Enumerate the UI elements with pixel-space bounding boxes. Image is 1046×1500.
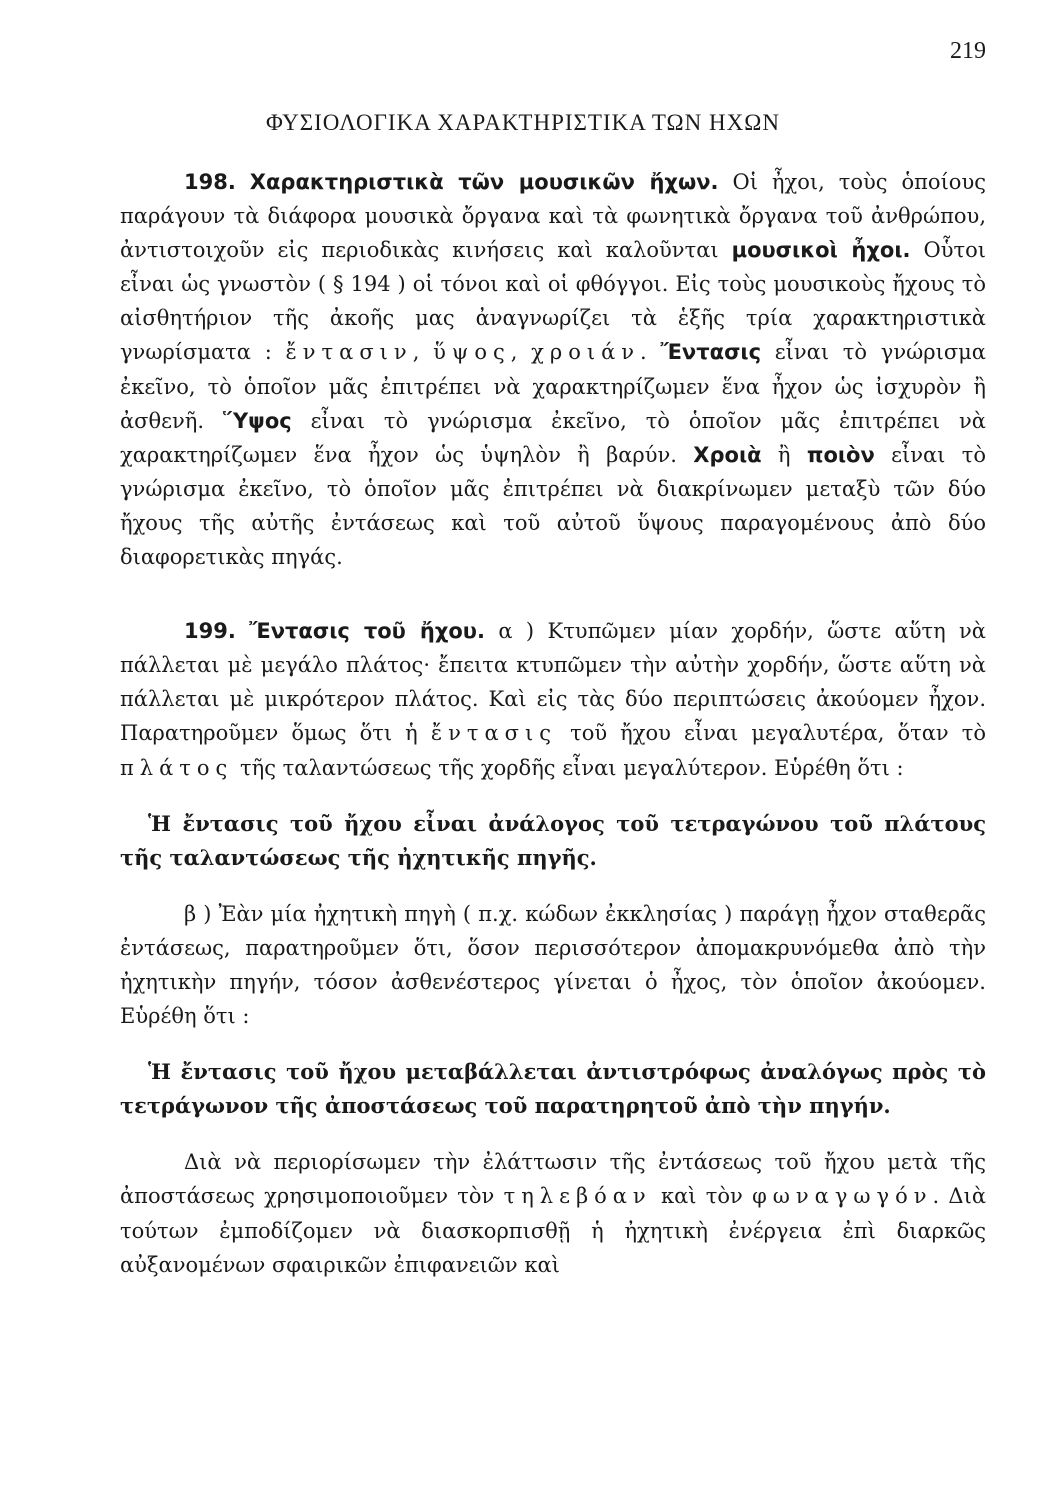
text-run: α ) Κτυπῶμεν μίαν χορδήν, ὥστε αὕτη νὰ πάλλεται μὲ μεγάλο πλάτος· ἔπειτα κτυπῶμεν τὴν αὐτὴν χορδήν, ὥστε αὕτη νὰ πάλλεται μὲ μικρότερον πλάτος. Καὶ εἰς τὰς δύο περιπτώσεις ἀκούομεν ἦχον. Παρατηροῦμεν ὅμως ὅτι ἡ xyxy=(120,619,986,746)
section-198-title: Χαρακτηριστικὰ τῶν μουσικῶν ἤχων. xyxy=(249,170,719,194)
text-run: εἶναι τὸ γνώρισμα ἐκεῖνο, τὸ ὁποῖον μᾶς ἐπιτρέπει νὰ χαρακτηρίζωμεν ἕνα ἦχον ὡς ὑψηλὸν ἢ βαρύν. xyxy=(120,408,986,467)
text-run: τῆς ταλαντώσεως τῆς χορδῆς εἶναι μεγαλύτερον. Εὑρέθη ὅτι : xyxy=(233,755,904,780)
text-run: Διὰ νὰ περιορίσωμεν τὴν ἐλάττωσιν τῆς ἐντάσεως τοῦ ἤχου μετὰ τῆς ἀποστάσεως χρησιμοποιοῦμεν τὸν xyxy=(120,1150,986,1209)
text-run: Οἱ ἦχοι, τοὺς ὁποίους παράγουν τὰ διάφορα μουσικὰ ὄργανα καὶ τὰ φωνητικὰ ὄργανα τοῦ ἀνθρώπου, ἀντιστοιχοῦν εἰς περιοδικὰς κινήσεις καὶ καλοῦνται xyxy=(120,170,986,263)
text-run: ἢ xyxy=(761,442,807,467)
text-run: τοῦ ἤχου εἶναι μεγαλυτέρα, ὅταν τὸ xyxy=(557,721,986,746)
term-intensity-bold: Ἔντασις xyxy=(660,340,762,365)
law-intensity-distance: Ἡ ἔντασις τοῦ ἤχου μεταβάλλεται ἀντιστρόφως ἀναλόγως πρὸς τὸ τετράγωνον τῆς ἀποστάσεως τοῦ παρατηρητοῦ ἀπὸ τὴν πηγήν. xyxy=(120,1059,986,1119)
text-run: . xyxy=(640,340,661,365)
section-199-title: Ἔντασις τοῦ ἤχου. xyxy=(249,619,485,644)
page-content xyxy=(120,165,986,1282)
paragraph-beta: β ) Ἐὰν μία ἠχητικὴ πηγὴ ( π.χ. κώδων ἐκκλησίας ) παράγῃ ἦχον σταθερᾶς ἐντάσεως, παρατηροῦμεν ὅτι, ὅσον περισσότερον ἀπομακρυνόμεθα ἀπὸ τὴν ἠχητικὴν πηγήν, τόσον ἀσθενέστερος γίνεται ὁ ἦχος, τὸν ὁποῖον ἀκούομεν. Εὑρέθη ὅτι : xyxy=(120,901,986,1029)
law-intensity-amplitude: Ἡ ἔντασις τοῦ ἤχου εἶναι ἀνάλογος τοῦ τετραγώνου τοῦ πλάτους τῆς ταλαντώσεως τῆς ἠχητικῆς πηγῆς. xyxy=(120,810,986,870)
text-run: Οὗτοι εἶναι ὡς γνωστὸν ( § 194 ) οἱ τόνοι καὶ οἱ φθόγγοι. Εἰς τοὺς μουσικοὺς ἤχους τὸ αἰσθητήριον τῆς ἀκοῆς μας ἀναγνωρίζει τὰ ἑξῆς τρία χαρακτηριστικὰ γνωρίσματα : xyxy=(120,238,986,365)
text-run: . Διὰ τούτων ἐμποδίζομεν νὰ διασκορπισθῇ ἡ ἠχητικὴ ἐνέργεια ἐπὶ διαρκῶς αὐξανομένων σφαιρικῶν ἐπιφανειῶν καὶ xyxy=(120,1184,987,1277)
text-run: εἶναι τὸ γνώρισμα ἐκεῖνο, τὸ ὁποῖον μᾶς ἐπιτρέπει νὰ διακρίνωμεν μεταξὺ τῶν δύο ἤχους τῆς αὐτῆς ἐντάσεως καὶ τοῦ αὐτοῦ ὕψους παραγομένους ἀπὸ δύο διαφορετικὰς πηγάς. xyxy=(120,442,987,570)
section-199-paragraph xyxy=(120,614,986,784)
text-run: , xyxy=(412,340,434,365)
term-megaphone-spaced: τηλεβόαν xyxy=(503,1184,652,1209)
term-intensity-spaced: ἔντασις xyxy=(430,721,557,746)
term-pitch-spaced: ὕψος xyxy=(433,340,511,365)
term-musical-sounds: μουσικοὶ ἦχοι. xyxy=(731,238,911,263)
text-run: καὶ τὸν xyxy=(651,1184,753,1209)
page-title: ΦΥΣΙΟΛΟΓΙΚΑ ΧΑΡΑΚΤΗΡΙΣΤΙΚΑ ΤΩΝ ΗΧΩΝ xyxy=(266,110,780,135)
page-number: 219 xyxy=(950,38,986,64)
section-198-paragraph xyxy=(120,165,986,574)
text-run: εἶναι τὸ γνώρισμα ἐκεῖνο, τὸ ὁποῖον μᾶς ἐπιτρέπει νὰ χαρακτηρίζωμεν ἕνα ἦχον ὡς ἰσχυρὸν ἢ ἀσθενῆ. xyxy=(120,340,986,433)
text-run: , xyxy=(510,340,532,365)
term-quality-bold: ποιὸν xyxy=(806,442,875,467)
term-timbre-bold: Χροιὰ xyxy=(693,442,762,467)
term-speaking-tube-spaced: φωναγωγόν xyxy=(752,1184,933,1209)
term-amplitude-spaced: πλάτος xyxy=(120,755,234,780)
section-199-number: 199. xyxy=(184,619,236,644)
section-198-number: 198. xyxy=(184,170,236,194)
term-pitch-bold: Ὕψος xyxy=(223,408,292,433)
term-intensity-spaced: ἔντασιν xyxy=(285,340,413,365)
term-timbre-spaced: χροιάν xyxy=(531,340,641,365)
paragraph-megaphone xyxy=(120,1145,986,1281)
